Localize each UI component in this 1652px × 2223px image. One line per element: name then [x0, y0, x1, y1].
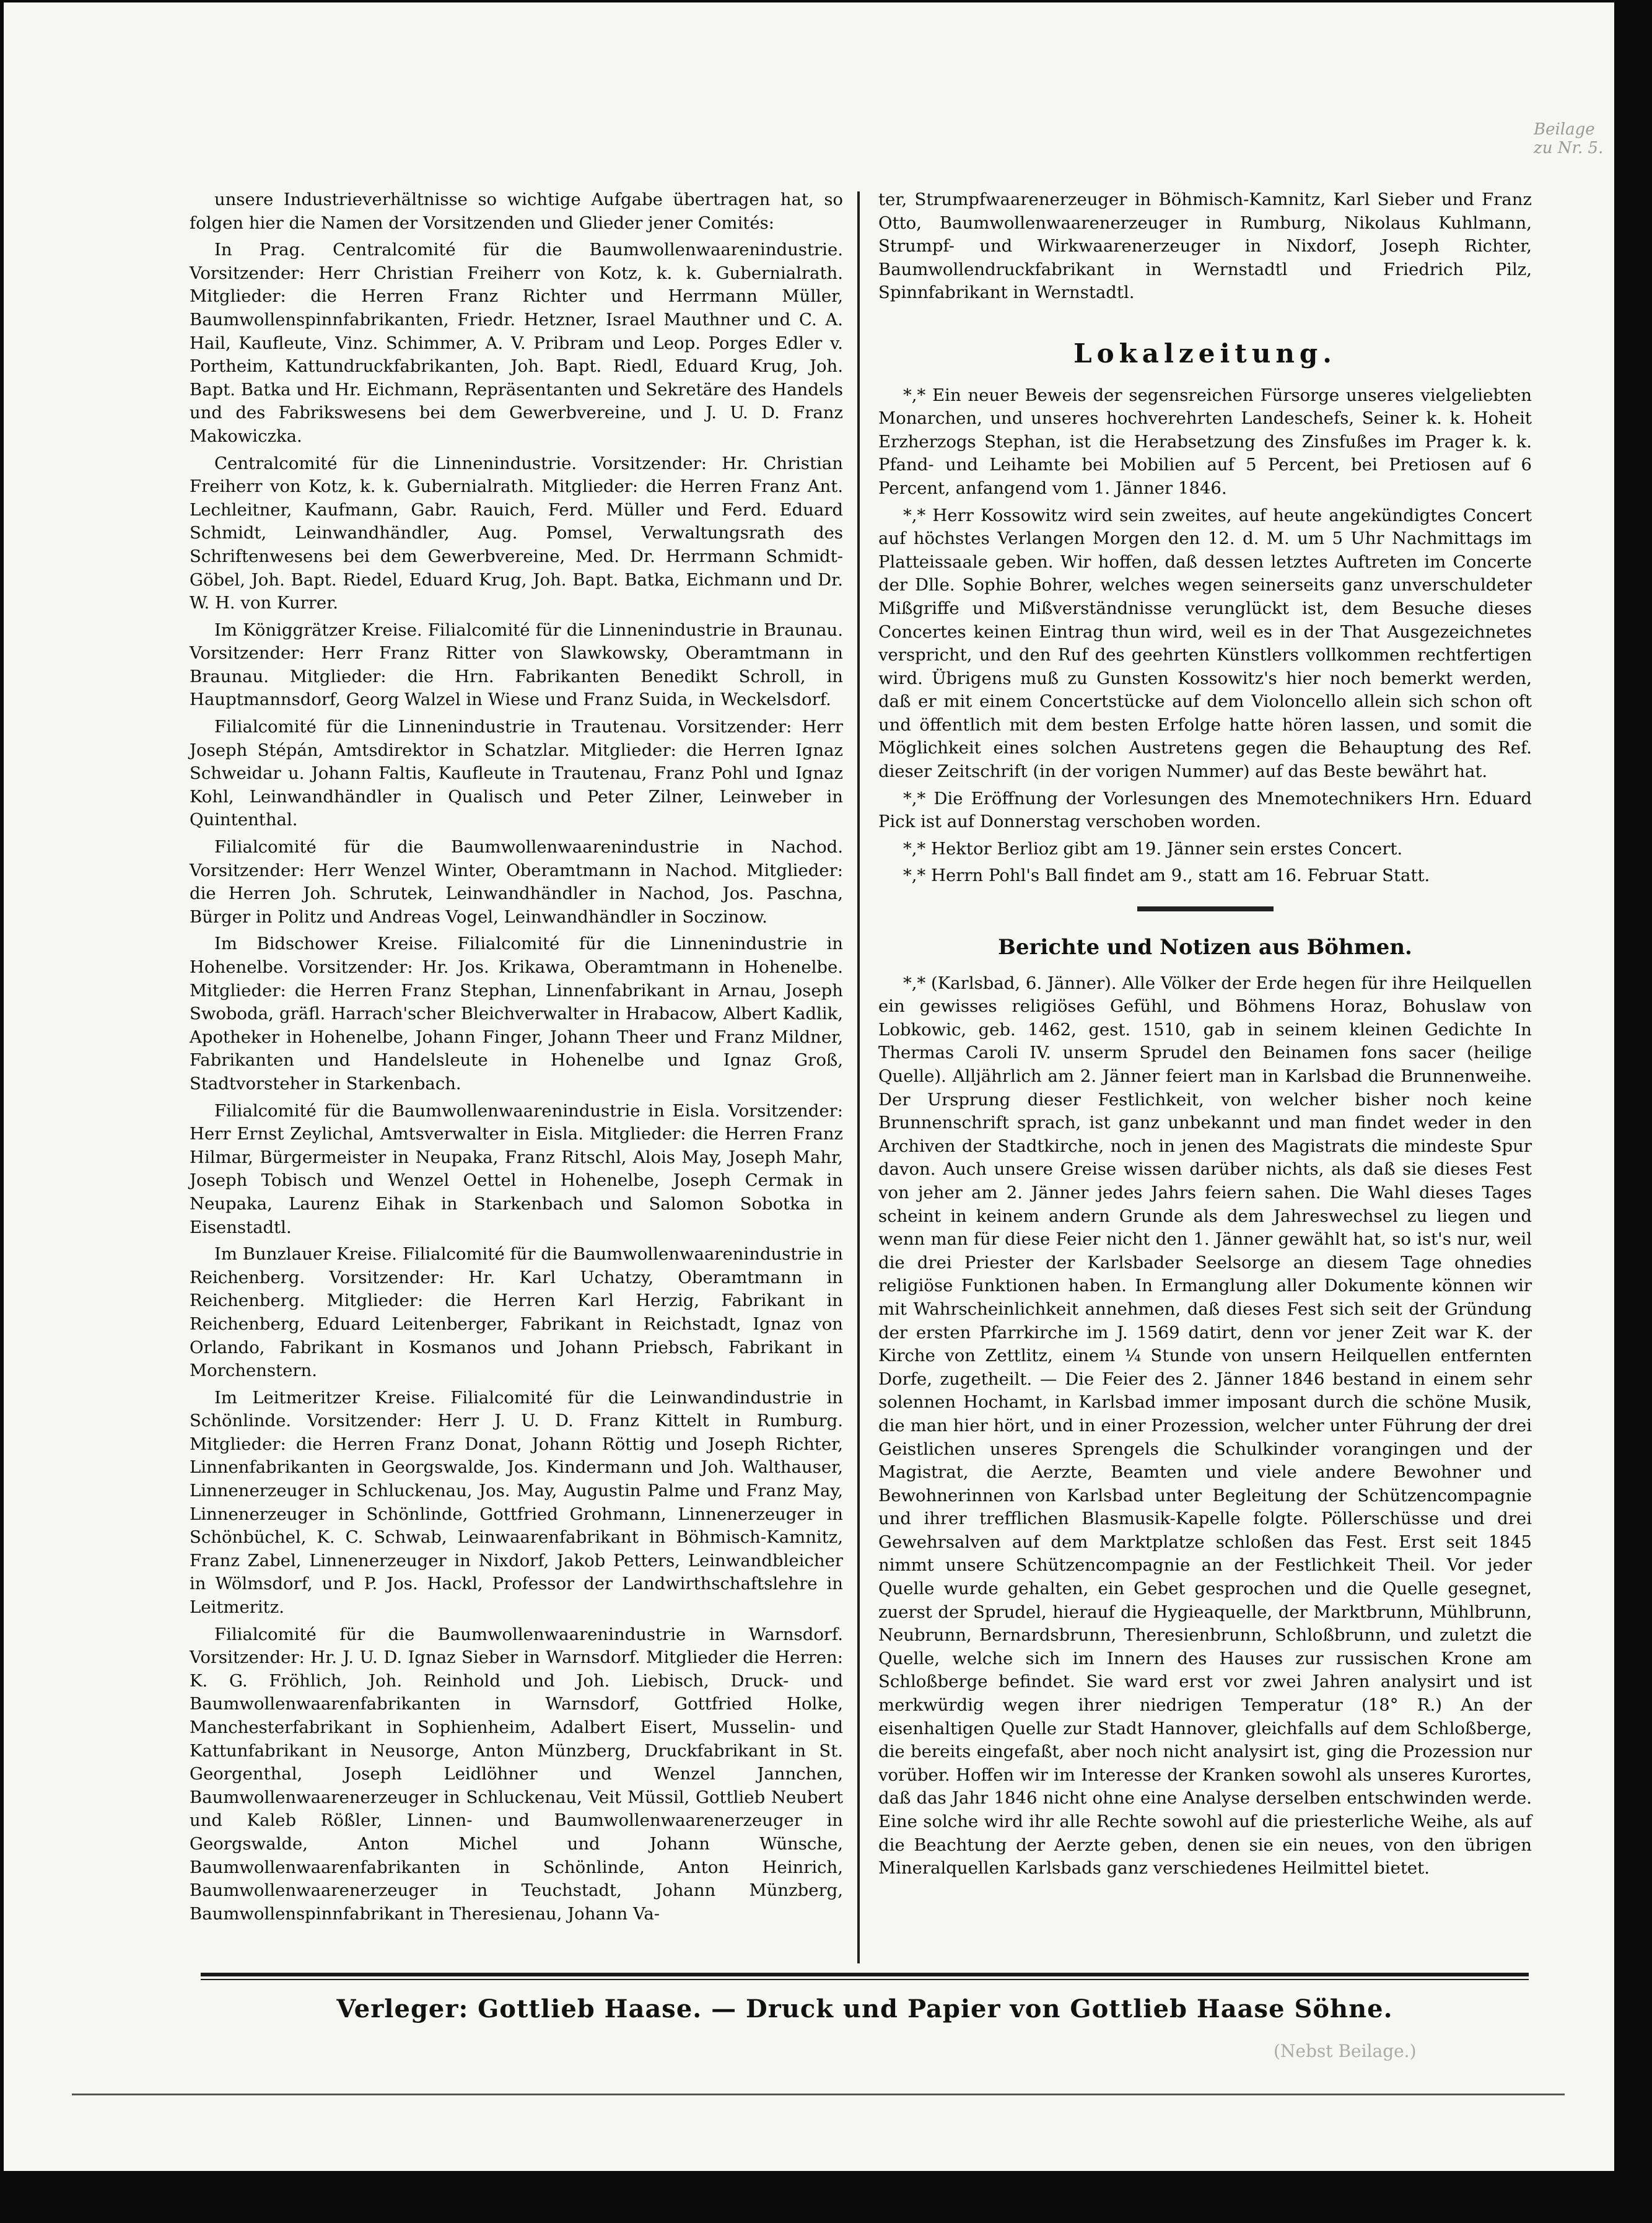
bottom-border [72, 2094, 1565, 2095]
publisher-imprint: Verleger: Gottlieb Haase. — Druck und Papier von Gottlieb Haase Söhne. [336, 1994, 1393, 2024]
paragraph: ter, Strumpfwaarenerzeuger in Böhmisch-Kamnitz, Karl Sieber und Franz Otto, Baumwollenwaarenerzeuger in Rumburg, Nikolaus Kuhlmann, Strumpf- und Wirkwaarenerzeuger in Nixdorf, Joseph Richter, Baumwollendruckfabrikant in Wernstadtl und Friedrich Pilz, Spinnfabrikant in Wernstadtl. [878, 190, 1532, 303]
paragraph: unsere Industrieverhältnisse so wichtige Aufgabe übertragen hat, so folgen hier die Namen der Vorsitzenden und Glieder jener Comités: [190, 190, 843, 233]
paragraph: Im Königgrätzer Kreise. Filialcomité für die Linnenindustrie in Braunau. Vorsitzender: Herr Franz Ritter von Slawkowsky, Oberamtmann in Braunau. Mitglieder: die Hrn. Fabrikanten Benedikt Schroll, in Hauptmannsdorf, Georg Walzel in Wiese und Franz Suida, in Weckelsdorf. [190, 620, 843, 710]
news-item: *,* Ein neuer Beweis der segensreichen Fürsorge unseres vielgeliebten Monarchen, und unseres hochverehrten Landeschefs, Seiner k. k. Hoheit Erzherzogs Stephan, ist die Herabsetzung des Zinsfußes im Prager k. k. Pfand- und Leihamte bei Mobilien auf 5 Percent, bei Pretiosen auf 6 Percent, anfangend vom 1. Jänner 1846. [878, 385, 1532, 498]
paragraph: Im Bidschower Kreise. Filialcomité für die Linnenindustrie in Hohenelbe. Vorsitzender: Hr. Jos. Krikawa, Oberamtmann in Hohenelbe. Mitglieder: die Herren Franz Stephan, Linnenfabrikant in Arnau, Joseph Swoboda, gräfl. Harrach'scher Bleichverwalter in Hrabacow, Albert Kadlik, Apotheker in Hohenelbe, Johann Finger, Johann Theer und Franz Mildner, Fabrikanten und Handelsleute in Hohenelbe und Ignaz Groß, Stadtvorsteher in Starkenbach. [190, 934, 843, 1094]
section-title-berichte: Berichte und Notizen aus Böhmen. [998, 935, 1412, 960]
bleed-through-header: Beilage zu Nr. 5. [1534, 120, 1604, 157]
section-title-lokalzeitung: Lokalzeitung. [1073, 338, 1337, 369]
footer-rule [201, 1973, 1529, 1976]
bleed-through-footer: (Nebst Beilage.) [1274, 2041, 1417, 2061]
paragraph: Filialcomité für die Linnenindustrie in Trautenau. Vorsitzender: Herr Joseph Stépán, Amtsdirektor in Schatzlar. Mitglieder: die Herren Ignaz Schweidar u. Johann Faltis, Kaufleute in Trautenau, Franz Pohl und Ignaz Kohl, Leinwandhändler in Qualisch und Peter Zilner, Leinweber in Quintenthal. [190, 717, 843, 830]
news-item: *,* Herrn Pohl's Ball findet am 9., statt am 16. Februar Statt. [903, 866, 1430, 886]
paragraph: Filialcomité für die Baumwollenwaarenindustrie in Eisla. Vorsitzender: Herr Ernst Zeylichal, Amtsverwalter in Eisla. Mitglieder: die Herren Franz Hilmar, Bürgermeister in Neupaka, Franz Ritschl, Alois May, Joseph Mahr, Joseph Tobisch und Wenzel Oettel in Hohenelbe, Joseph Cermak in Neupaka, Laurenz Eihak in Starkenbach und Salomon Sobotka in Eisenstadtl. [190, 1100, 843, 1237]
paragraph: Im Leitmeritzer Kreise. Filialcomité für die Leinwandindustrie in Schönlinde. Vorsitzender: Herr J. U. D. Franz Kittelt in Rumburg. Mitglieder: die Herren Franz Donat, Johann Röttig und Joseph Richter, Linnenfabrikanten in Georgswalde, Jos. Kindermann und Joh. Walthauser, Linnenerzeuger in Schluckenau, Jos. May, Augustin Palme und Franz May, Linnenerzeuger in Schönlinde, Gottfried Grohmann, Linnenerzeuger in Schönbüchel, K. C. Schwab, Leinwaarenfabrikant in Böhmisch-Kamnitz, Franz Zabel, Linnenerzeuger in Nixdorf, Jakob Petters, Leinwandbleicher in Wölmsdorf, und P. Jos. Hackl, Professor der Landwirthschaftslehre in Leitmeritz. [190, 1387, 843, 1618]
footer-rule-thin [201, 1979, 1529, 1980]
news-item: *,* Herr Kossowitz wird sein zweites, auf heute angekündigtes Concert auf höchstes Verlangen Morgen den 12. d. M. um 5 Uhr Nachmittags im Platteissaale geben. Wir hoffen, daß dessen letztes Auftreten im Concerte der Dlle. Sophie Bohrer, welches wegen seinerseits ganz unverschuldeter Mißgriffe und Mißverständnisse verunglückt ist, dem Besuche dieses Concertes keinen Eintrag thun wird, weil es in der That Ausgezeichnetes verspricht, und den Ruf des geehrten Künstlers vollkommen rechtfertigen wird. Übrigens muß zu Gunsten Kossowitz's hier noch bemerkt werden, daß er mit einem Concertstücke auf dem Violoncello allein sich schon oft und öffentlich mit dem besten Erfolge hatte hören lassen, und somit die Möglichkeit eines solchen Austretens gegen die Behauptung des Ref. dieser Zeitschrift (in der vorigen Nummer) auf das Beste bewährt hat. [878, 505, 1532, 782]
paragraph: Im Bunzlauer Kreise. Filialcomité für die Baumwollenwaarenindustrie in Reichenberg. Vorsitzender: Hr. Karl Uchatzy, Oberamtmann in Reichenberg. Mitglieder: die Herren Karl Herzig, Fabrikant in Reichenberg, Eduard Leitenberger, Fabrikant in Reichstadt, Ignaz von Orlando, Fabrikant in Kosmanos und Johann Priebsch, Fabrikant in Morchenstern. [190, 1244, 843, 1381]
right-column [878, 188, 1532, 1884]
scan-edge [1614, 0, 1652, 2223]
newspaper-page [4, 2, 1614, 2171]
left-column [190, 188, 843, 1929]
paragraph: Filialcomité für die Baumwollenwaarenindustrie in Nachod. Vorsitzender: Herr Wenzel Winter, Oberamtmann in Nachod. Mitglieder: die Herren Joh. Schrutek, Leinwandhändler in Nachod, Jos. Paschna, Bürger in Politz und Andreas Vogel, Leinwandhändler in Soczinow. [190, 837, 843, 927]
news-item: *,* Hektor Berlioz gibt am 19. Jänner sein erstes Concert. [903, 838, 1403, 859]
news-item: *,* Die Eröffnung der Vorlesungen des Mnemotechnikers Hrn. Eduard Pick ist auf Donnerstag verschoben worden. [878, 788, 1532, 832]
paragraph: Filialcomité für die Baumwollenwaarenindustrie in Warnsdorf. Vorsitzender: Hr. J. U. D. Ignaz Sieber in Warnsdorf. Mitglieder die Herren: K. G. Fröhlich, Joh. Reinhold und Joh. Liebisch, Druck- und Baumwollenwaarenfabrikanten in Warnsdorf, Gottfried Holke, Manchesterfabrikant in Sophienheim, Adalbert Eisert, Musselin- und Kattunfabrikant in Neusorge, Anton Münzberg, Druckfabrikant in St. Georgenthal, Joseph Leidlöhner und Wenzel Jannchen, Baumwollenwaarenerzeuger in Schluckenau, Veit Müssil, Gottlieb Neubert und Kaleb Rößler, Linnen- und Baumwollenwaarenerzeuger in Georgswalde, Anton Michel und Johann Wünsche, Baumwollenwaarenfabrikanten in Schönlinde, Anton Heinrich, Baumwollenwaarenerzeuger in Teuchstadt, Johann Münzberg, Baumwollenspinnfabrikant in Theresienau, Johann Va- [190, 1624, 843, 1924]
paragraph: Centralcomité für die Linnenindustrie. Vorsitzender: Hr. Christian Freiherr von Kotz, k. k. Gubernialrath. Mitglieder: die Herren Franz Ant. Lechleitner, Kaufmann, Gabr. Rauich, Ferd. Müller und Ferd. Eduard Schmidt, Leinwandhändler, Aug. Pomsel, Verwaltungsrath des Schriftenwesens bei dem Gewerbvereine, Med. Dr. Herrmann Schmidt-Göbel, Joh. Bapt. Riedel, Eduard Krug, Joh. Bapt. Batka, Eichmann und Dr. W. H. von Kurrer. [190, 453, 843, 613]
column-divider [857, 191, 860, 1963]
news-item: *,* (Karlsbad, 6. Jänner). Alle Völker der Erde hegen für ihre Heilquellen ein gewisses religiöses Gefühl, und Böhmens Horaz, Bohuslaw von Lobkowic, geb. 1462, gest. 1510, gab in seinem kleinen Gedichte In Thermas Caroli IV. unserm Sprudel den Beinamen fons sacer (heilige Quelle). Alljährlich am 2. Jänner feiert man in Karlsbad die Brunnenweihe. Der Ursprung dieser Festlichkeit, von welcher bisher noch keine Brunnenschrift sprach, ist ganz unbekannt und man findet weder in den Archiven der Stadtkirche, noch in jenen des Magistrats die mindeste Spur davon. Auch unsere Greise wissen darüber nichts, als daß sie dieses Fest von jeher am 2. Jänner jedes Jahrs feiern sahen. Die Wahl dieses Tages scheint in keinem andern Grunde als dem Jahreswechsel zu liegen und wenn man für diese Feier nicht den 1. Jänner gewählt hat, so ist's nur, weil die drei Priester der Karlsbader Seelsorge an diesem Tage ohnedies religiöse Funktionen haben. In Ermanglung aller Dokumente können wir mit Wahrscheinlichkeit annehmen, daß dieses Fest sich seit der Gründung der ersten Pfarrkirche im J. 1569 datirt, denn vor jener Zeit war K. der Kirche von Zettlitz, einem ¼ Stunde von unsern Heilquellen entfernten Dorfe, zugetheilt. — Die Feier des 2. Jänner 1846 bestand in einem sehr solennen Hochamt, in Karlsbad immer imposant durch die schöne Musik, die man hier hört, und in einer Prozession, welcher unter Führung der drei Geistlichen unseres Sprengels die Schulkinder vorangingen und der Magistrat, die Aerzte, Beamten und viele andere Bewohner und Bewohnerinnen von Karlsbad unter Begleitung der Schützencompagnie und ihrer trefflichen Blasmusik-Kapelle folgte. Pöllerschüsse und drei Gewehrsalven auf dem Marktplatze schloßen das Fest. Erst seit 1845 nimmt unsere Schützencompagnie an der Festlichkeit Theil. Vor jeder Quelle wurde gehalten, ein Gebet gesprochen und die Quelle gesegnet, zuerst der Sprudel, hierauf die Hygieaquelle, der Marktbrunn, Mühlbrunn, Neubrunn, Bernardsbrunn, Theresienbrunn, Schloßbrunn, und zuletzt die Quelle, welche sich im Innern des Hauses zur russischen Krone am Schloßberge befindet. Sie ward erst vor zwei Jahren analysirt und ist merkwürdig wegen ihrer niedrigen Temperatur (18° R.) An der eisenhaltigen Quelle zur Stadt Hannover, gleichfalls auf dem Schloßberge, die bereits eingefaßt, aber noch nicht analysirt ist, ging die Prozession nur vorüber. Hoffen wir im Interesse der Kranken sowohl als unseres Kurortes, daß das Jahr 1846 nicht ohne eine Analyse derselben entschwinden werde. Eine solche wird ihr alle Rechte sowohl auf die priesterliche Weihe, als auf die Beachtung der Aerzte geben, denen sie ein neues, von den übrigen Mineralquellen Karlsbads ganz verschiedenes Heilmittel bietet. [878, 973, 1532, 1879]
paragraph: In Prag. Centralcomité für die Baumwollenwaarenindustrie. Vorsitzender: Herr Christian Freiherr von Kotz, k. k. Gubernialrath. Mitglieder: die Herren Franz Richter und Herrmann Müller, Baumwollenspinnfabrikanten, Friedr. Hetzner, Israel Mauthner und C. A. Hail, Kaufleute, Vinz. Schimmer, A. V. Pribram und Leop. Porges Edler v. Portheim, Kattundruckfabrikanten, Joh. Bapt. Riedl, Eduard Krug, Joh. Bapt. Batka und Hr. Eichmann, Repräsentanten und Sekretäre des Handels und des Fabrikswesens bei dem Gewerbvereine, und J. U. D. Franz Makowiczka. [190, 240, 843, 446]
section-separator [1137, 906, 1274, 911]
